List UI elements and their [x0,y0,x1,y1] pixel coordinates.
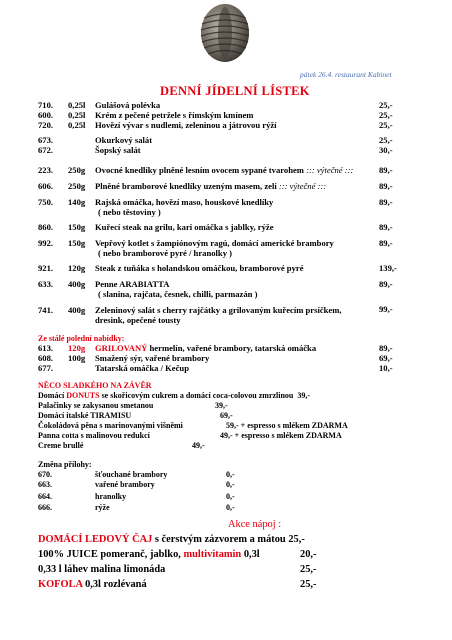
list-item [38,279,408,289]
item-price: 59,- [226,421,239,430]
item-qty: 250g [68,165,86,175]
item-highlight: DOMÁCÍ LEDOVÝ ČAJ [38,534,153,545]
item-name: hranolky [95,492,127,501]
item-code: 992. [38,238,54,248]
item-price: 139,- [379,263,397,273]
item-price: 25,- [300,579,317,590]
list-item [38,411,233,421]
list-item [38,222,408,232]
item-price: 89,- [379,279,393,289]
item-name: Čokoládová pěna s marinovanými višněmi [38,421,183,430]
list-item [38,549,317,561]
item-price: 25,- [379,120,393,130]
list-item [38,353,408,363]
list-item [38,579,317,591]
section-heading: Ze stálé polední nabídky: [38,334,125,343]
list-item [38,343,408,353]
item-name: se skořicovým cukrem a domácí coca-colovou zmrzlinou [99,391,294,400]
item-extra: + espresso s mlékem ZDARMA [234,431,342,440]
item-code: 670. [38,470,52,479]
list-item [38,503,235,513]
item-prefix: Domácí [38,391,67,400]
item-name-wrap [95,165,353,175]
item-qty: 100g [68,353,86,363]
item-price: 39,- [297,391,311,400]
item-name: Krém z pečené petržele s římským kmínem [95,110,254,120]
item-price: 69,- [379,353,393,363]
item-name: šťouchané brambory [95,470,168,479]
list-item [38,238,408,248]
item-qty: 0,25l [68,120,86,130]
item-name: Ovocné knedlíky plněné lesním ovocem sypané tvarohem [95,165,304,175]
item-highlight: DONUTS [66,391,100,400]
item-qty: 120g [68,263,86,273]
item-name: Vepřový kotlet s žampiónovým ragú, domácí americké brambory [95,238,334,248]
list-item [38,197,408,207]
item-name: Steak z tuňáka s holandskou omáčkou, bramborové pyré [95,263,304,273]
item-code: 606. [38,181,54,191]
item-name: Rajská omáčka, hovězí maso, houskové knedlíky [95,197,274,207]
item-name: hermelín, vařené brambory, tatarská omáčka [149,343,317,353]
item-price: 25,- [300,564,317,575]
list-item [38,401,228,411]
section-heading: Akce nápoj : [228,519,282,530]
item-price-wrap [220,431,342,441]
item-name: Šopský salát [95,145,141,155]
item-extra: + espresso s mlékem ZDARMA [240,421,348,430]
list-item [38,145,408,155]
trilobite-logo [196,2,254,64]
item-qty: 140g [68,197,86,207]
item-qty: 120g [68,343,86,353]
item-name: Kuřecí steak na grilu, kari omáčka s jablky, rýže [95,222,274,232]
list-item [38,363,408,373]
item-name: rýže [95,503,110,512]
item-name-line2: ( nebo bramborové pyré / hranolky ) [98,248,233,258]
item-tag: ::: výtečné ::: [306,165,354,175]
item-qty: 400g [68,305,86,315]
item-name: Panna cotta s malinovou redukcí [38,431,150,440]
item-highlight: multivitamin [183,549,242,560]
item-code: 608. [38,353,54,363]
item-name: 0,3l rozlévaná [82,579,147,590]
item-code: 613. [38,343,54,353]
item-name: vařené brambory [95,480,155,489]
item-name: Creme brullé [38,441,84,450]
list-item [38,492,235,502]
item-qty: 400g [68,279,86,289]
list-item [38,181,408,191]
item-code: 633. [38,279,54,289]
item-qty: 150g [68,222,86,232]
item-name: Zeleninový salát s cherry rajčátky a grilovaným kuřecím prsíčkem, [95,305,342,315]
list-item [38,135,408,145]
item-code: 223. [38,165,54,175]
list-item [38,564,317,576]
item-price: 25,- [379,135,393,145]
page-title: DENNÍ JÍDELNÍ LÍSTEK [160,84,310,98]
item-name: 0,33 l láhev malina limonáda [38,564,166,575]
list-item [38,441,205,451]
item-code: 663. [38,480,52,489]
item-price: 25,- [379,100,393,110]
item-price: 20,- [300,549,317,560]
item-price: 89,- [379,165,393,175]
item-name-wrap [95,343,316,353]
list-item [38,165,408,175]
list-item [38,431,342,441]
list-item [38,480,235,490]
item-price: 99,- [379,304,393,314]
item-price: 49,- [220,431,233,440]
item-code: 673. [38,135,54,145]
item-code: 750. [38,197,54,207]
section-heading: NĚCO SLADKÉHO NA ZÁVĚR [38,381,152,390]
item-name: Domácí italské TIRAMISU [38,411,132,420]
item-price: 89,- [379,197,393,207]
item-name-wrap [95,181,326,191]
item-name: Tatarská omáčka / Kečup [95,363,189,373]
item-price: 49,- [192,441,205,450]
item-name: Palačinky se zakysanou smetanou [38,401,154,410]
item-price: 0,- [226,480,235,489]
item-name: Plněné bramborové knedlíky uzeným masem, zelí [95,181,277,191]
item-price: 0,- [226,470,235,479]
item-name: 0,3l [241,549,260,560]
item-price: 25,- [379,110,393,120]
item-qty: 150g [68,238,86,248]
date-restaurant-info: pátek 26.4. restaurant Kabinet [300,70,392,79]
item-tag: ::: výtečné ::: [278,181,327,191]
item-price-wrap [226,421,348,431]
item-code: 664. [38,492,52,501]
item-code: 921. [38,263,54,273]
item-code: 600. [38,110,54,120]
list-item [38,421,348,431]
list-item [38,534,305,546]
item-qty: 0,25l [68,100,86,110]
item-name-line2: ( slanina, rajčata, česnek, chilli, parmazán ) [98,289,258,299]
list-item [38,391,310,401]
item-price: 25,- [288,534,305,545]
item-code: 672. [38,145,54,155]
item-price: 0,- [226,492,235,501]
item-name: Gulášová polévka [95,100,161,110]
item-code: 710. [38,100,54,110]
item-price: 89,- [379,343,393,353]
item-price: 89,- [379,238,393,248]
item-code: 741. [38,305,54,315]
list-item [38,263,408,273]
item-prefix: 100% JUICE pomeranč, jablko, [38,549,184,560]
item-price: 39,- [215,401,228,410]
list-item [38,110,408,120]
item-code: 720. [38,120,54,130]
item-code: 860. [38,222,54,232]
item-qty: 0,25l [68,110,86,120]
item-price: 89,- [379,222,393,232]
item-price: 0,- [226,503,235,512]
item-qty: 250g [68,181,86,191]
list-item [38,120,408,130]
list-item [38,470,235,480]
item-name: s čerstvým zázvorem a mátou [152,534,286,545]
item-name: Okurkový salát [95,135,153,145]
item-name: Penne ARABIATTA [95,279,170,289]
item-code: 677. [38,363,54,373]
item-highlight: KOFOLA [38,579,83,590]
item-price: 69,- [220,411,233,420]
item-name-line2: dresink, opečené tousty [95,315,181,325]
item-name: Smažený sýr, vařené brambory [95,353,210,363]
list-item [38,100,408,110]
item-name-line2: ( nebo těstoviny ) [98,207,161,217]
item-price: 89,- [379,181,393,191]
section-heading: Změna přílohy: [38,460,92,469]
item-price: 30,- [379,145,393,155]
item-name: Hovězí vývar s nudlemi, zeleninou a játrovou rýží [95,120,277,130]
item-code: 666. [38,503,52,512]
item-highlight: GRILOVANÝ [95,343,148,353]
item-price: 10,- [379,363,393,373]
list-item [38,305,408,315]
